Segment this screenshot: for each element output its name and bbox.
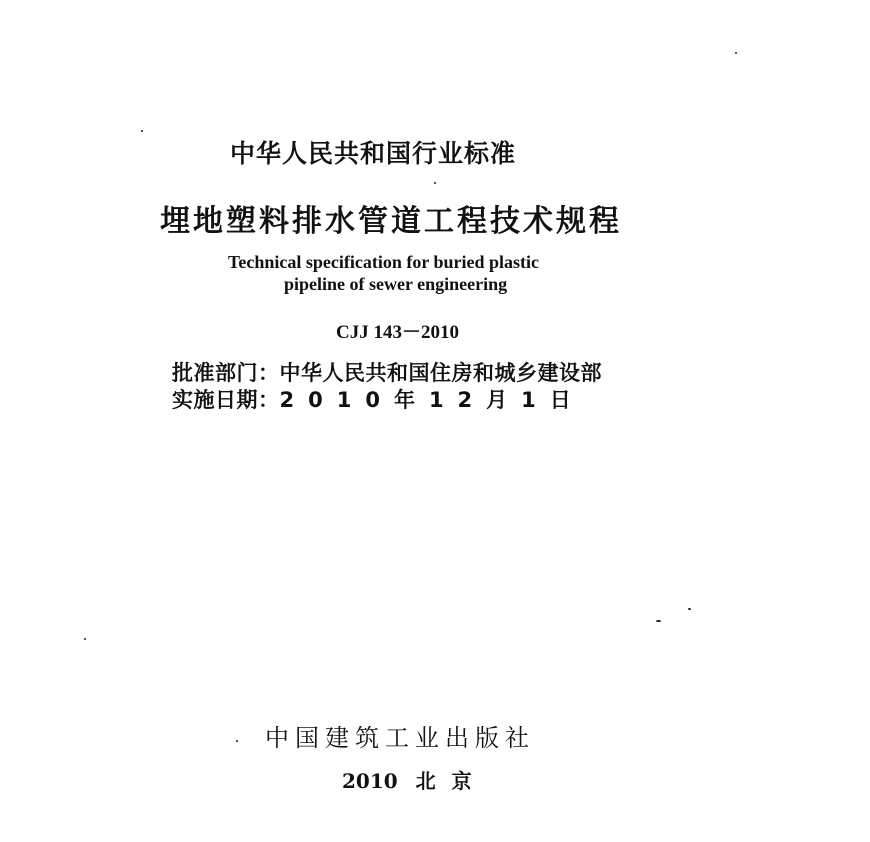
english-title-line-1: Technical specification for buried plastic	[228, 252, 540, 272]
effective-date	[172, 384, 585, 414]
effective-value: 2010年12月1日	[279, 388, 585, 412]
scan-speck	[434, 182, 436, 184]
scan-speck	[141, 130, 143, 132]
approval-label: 批准部门：	[172, 361, 280, 385]
scan-speck	[656, 620, 661, 622]
scan-speck	[688, 608, 691, 610]
publisher-name: 中国建筑工业出版社	[265, 724, 535, 752]
series-title: 中华人民共和国行业标准	[230, 139, 517, 168]
english-title-line-2: pipeline of sewer engineering	[284, 274, 508, 294]
effective-label: 实施日期：	[172, 388, 280, 412]
scan-speck	[84, 638, 86, 640]
publish-year: 2010	[342, 769, 398, 793]
scan-speck	[236, 740, 238, 742]
publication-place	[342, 765, 488, 794]
approval-department	[172, 357, 602, 387]
scan-speck	[735, 52, 737, 54]
main-title: 埋地塑料排水管道工程技术规程	[160, 204, 622, 239]
approval-value: 中华人民共和国住房和城乡建设部	[279, 361, 602, 385]
publish-city: 北京	[415, 769, 488, 793]
standard-code: CJJ 143－2010	[336, 322, 459, 343]
